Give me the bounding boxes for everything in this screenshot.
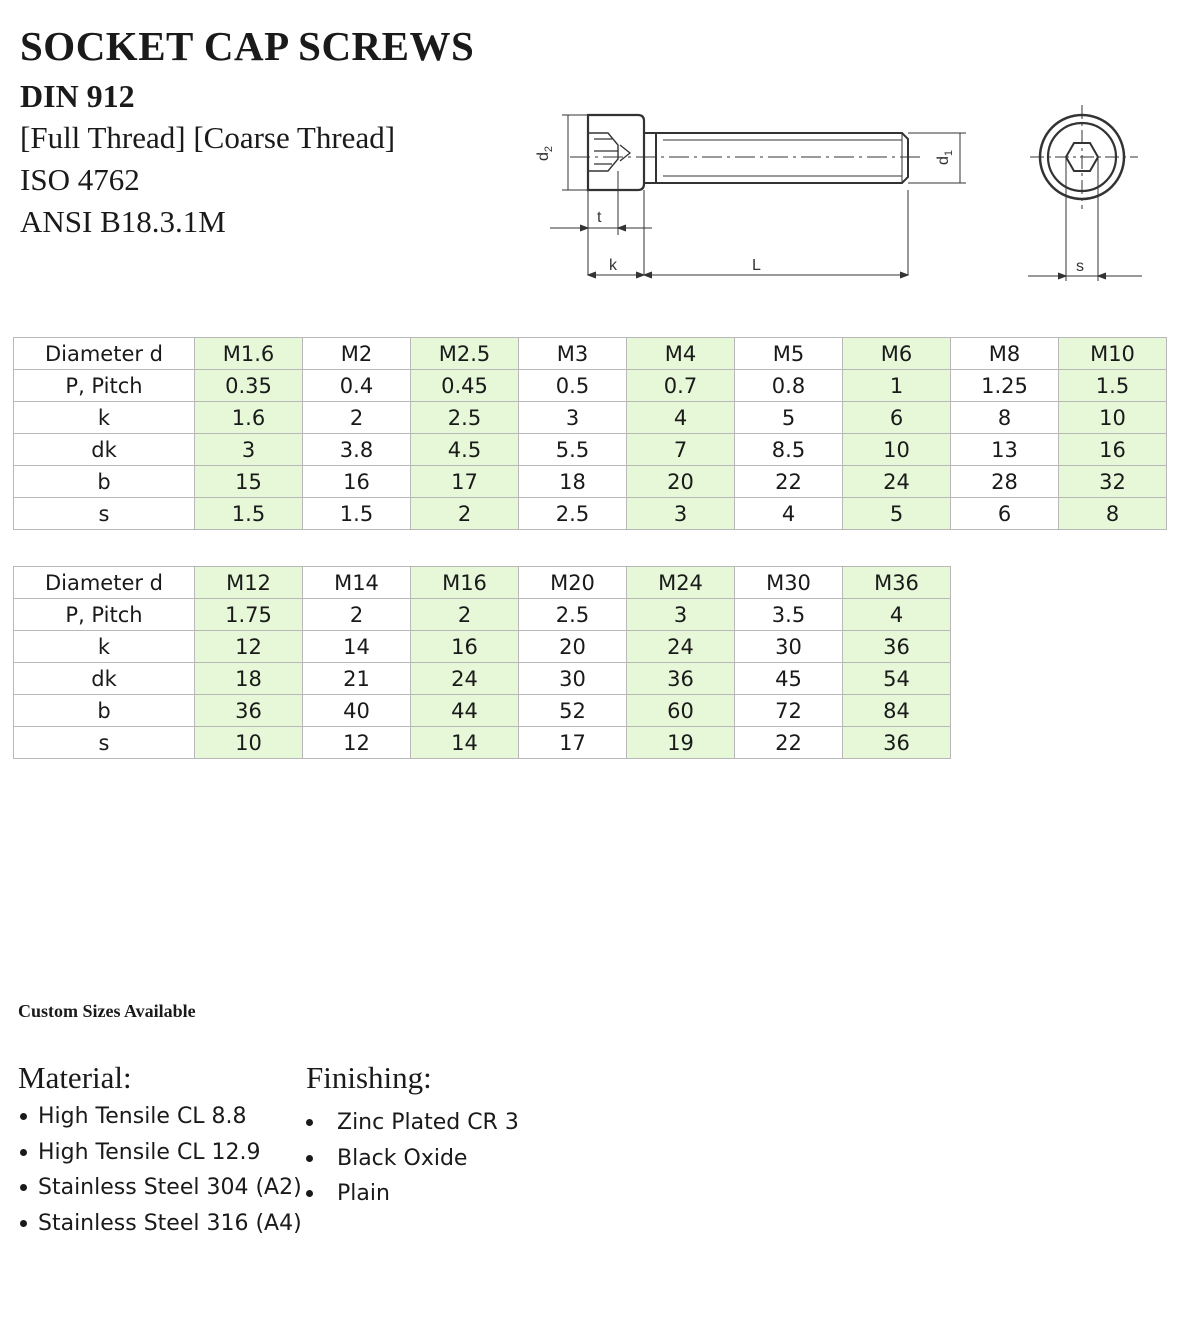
table-cell: 24 [411, 663, 519, 695]
thread-type: [Full Thread] [Coarse Thread] [20, 120, 396, 155]
table-cell: 8 [1059, 498, 1167, 530]
table-header-row [14, 338, 1167, 370]
size-header: M14 [303, 567, 411, 599]
table-row [14, 370, 1167, 402]
bullet-icon [20, 1113, 27, 1120]
row-label: b [14, 695, 195, 727]
table-cell: 5 [843, 498, 951, 530]
table-header-row [14, 567, 951, 599]
size-header: M30 [735, 567, 843, 599]
table-row [14, 727, 951, 759]
table-cell: 14 [411, 727, 519, 759]
label-d1: $d_1$ [935, 149, 955, 165]
table-cell: 1.5 [303, 498, 411, 530]
table-cell: 16 [411, 631, 519, 663]
table-row [14, 466, 1167, 498]
label-k: k [609, 257, 617, 274]
table-cell: 36 [843, 727, 951, 759]
table-cell: 21 [303, 663, 411, 695]
table-cell: 2.5 [411, 402, 519, 434]
size-header: M24 [627, 567, 735, 599]
table-row [14, 498, 1167, 530]
table-cell: 4 [843, 599, 951, 631]
table-cell: 3.8 [303, 434, 411, 466]
row-label: b [14, 466, 195, 498]
table-row [14, 599, 951, 631]
table-cell: 45 [735, 663, 843, 695]
table-cell: 24 [843, 466, 951, 498]
table-cell: 4 [735, 498, 843, 530]
dimension-labels [535, 146, 955, 274]
table-cell: 20 [519, 631, 627, 663]
table-cell: 44 [411, 695, 519, 727]
size-table-small [13, 337, 1167, 530]
table-cell: 0.35 [195, 370, 303, 402]
page-title: SOCKET CAP SCREWS [20, 23, 475, 69]
table-cell: 10 [1059, 402, 1167, 434]
table-cell: 16 [303, 466, 411, 498]
standard-ansi: ANSI B18.3.1M [20, 204, 226, 239]
row-label: Diameter d [14, 338, 195, 370]
table-cell: 2.5 [519, 498, 627, 530]
bullet-icon [306, 1119, 313, 1126]
table-cell: 36 [843, 631, 951, 663]
table-cell: 2 [303, 402, 411, 434]
table-cell: 60 [627, 695, 735, 727]
table-cell: 6 [951, 498, 1059, 530]
material-heading: Material: [18, 1060, 132, 1095]
table-row [14, 663, 951, 695]
dimension-lines [550, 115, 966, 278]
finishing-item: Plain [306, 1181, 519, 1217]
size-header: M3 [519, 338, 627, 370]
table-cell: 2 [303, 599, 411, 631]
material-list [20, 1104, 302, 1246]
size-header: M6 [843, 338, 951, 370]
row-label: P, Pitch [14, 370, 195, 402]
row-label: P, Pitch [14, 599, 195, 631]
material-item: Stainless Steel 304 (A2) [20, 1175, 302, 1211]
table-cell: 30 [735, 631, 843, 663]
size-header: M12 [195, 567, 303, 599]
table-cell: 54 [843, 663, 951, 695]
label-t: t [597, 209, 602, 226]
label-d2: $d_2$ [535, 145, 555, 161]
table-cell: 5.5 [519, 434, 627, 466]
table-cell: 3 [519, 402, 627, 434]
table-cell: 2 [411, 599, 519, 631]
row-label: dk [14, 434, 195, 466]
screw-technical-drawing [520, 95, 1160, 295]
size-table-large [13, 566, 951, 759]
size-header: M8 [951, 338, 1059, 370]
row-label: dk [14, 663, 195, 695]
table-cell: 40 [303, 695, 411, 727]
table-cell: 0.4 [303, 370, 411, 402]
table-cell: 15 [195, 466, 303, 498]
size-header: M5 [735, 338, 843, 370]
table-row [14, 402, 1167, 434]
table-cell: 12 [303, 727, 411, 759]
table-cell: 5 [735, 402, 843, 434]
standard-iso: ISO 4762 [20, 162, 140, 197]
label-s: s [1076, 258, 1084, 275]
table-cell: 14 [303, 631, 411, 663]
size-header: M36 [843, 567, 951, 599]
table-cell: 1.25 [951, 370, 1059, 402]
table-cell: 32 [1059, 466, 1167, 498]
size-header: M10 [1059, 338, 1167, 370]
bullet-icon [20, 1149, 27, 1156]
table-cell: 13 [951, 434, 1059, 466]
table-cell: 28 [951, 466, 1059, 498]
row-label: k [14, 631, 195, 663]
table-cell: 12 [195, 631, 303, 663]
row-label: s [14, 727, 195, 759]
table-cell: 10 [843, 434, 951, 466]
table-cell: 17 [519, 727, 627, 759]
table-cell: 0.5 [519, 370, 627, 402]
row-label: s [14, 498, 195, 530]
table-cell: 3 [627, 599, 735, 631]
table-cell: 3 [195, 434, 303, 466]
standard-din: DIN 912 [20, 78, 135, 114]
table-cell: 8.5 [735, 434, 843, 466]
table-cell: 52 [519, 695, 627, 727]
table-cell: 6 [843, 402, 951, 434]
screw-side-view [570, 115, 924, 190]
table-cell: 3.5 [735, 599, 843, 631]
table-cell: 72 [735, 695, 843, 727]
table-cell: 4 [627, 402, 735, 434]
bullet-icon [20, 1184, 27, 1191]
table-cell: 0.7 [627, 370, 735, 402]
table-cell: 8 [951, 402, 1059, 434]
size-header: M2.5 [411, 338, 519, 370]
table-row [14, 695, 951, 727]
size-header: M20 [519, 567, 627, 599]
bullet-icon [20, 1220, 27, 1227]
table-cell: 16 [1059, 434, 1167, 466]
table-cell: 1.6 [195, 402, 303, 434]
table-cell: 0.8 [735, 370, 843, 402]
material-item: High Tensile CL 12.9 [20, 1140, 302, 1176]
table-cell: 30 [519, 663, 627, 695]
custom-sizes-note: Custom Sizes Available [18, 1001, 196, 1021]
table-cell: 36 [195, 695, 303, 727]
table-cell: 3 [627, 498, 735, 530]
size-header: M1.6 [195, 338, 303, 370]
table-cell: 7 [627, 434, 735, 466]
size-header: M4 [627, 338, 735, 370]
table-cell: 22 [735, 466, 843, 498]
row-label: k [14, 402, 195, 434]
table-cell: 1.75 [195, 599, 303, 631]
size-header: M16 [411, 567, 519, 599]
table-cell: 2.5 [519, 599, 627, 631]
table-cell: 18 [195, 663, 303, 695]
table-row [14, 434, 1167, 466]
screw-end-view [1028, 105, 1142, 281]
finishing-heading: Finishing: [306, 1060, 432, 1095]
table-row [14, 631, 951, 663]
material-item: High Tensile CL 8.8 [20, 1104, 302, 1140]
table-cell: 18 [519, 466, 627, 498]
table-cell: 19 [627, 727, 735, 759]
bullet-icon [306, 1190, 313, 1197]
material-item: Stainless Steel 316 (A4) [20, 1211, 302, 1247]
size-header: M2 [303, 338, 411, 370]
table-cell: 22 [735, 727, 843, 759]
label-L: L [752, 257, 761, 274]
table-cell: 1 [843, 370, 951, 402]
table-cell: 84 [843, 695, 951, 727]
table-cell: 36 [627, 663, 735, 695]
table-cell: 2 [411, 498, 519, 530]
table-cell: 10 [195, 727, 303, 759]
finishing-item: Black Oxide [306, 1146, 519, 1182]
row-label: Diameter d [14, 567, 195, 599]
finishing-item: Zinc Plated CR 3 [306, 1110, 519, 1146]
table-cell: 17 [411, 466, 519, 498]
table-cell: 4.5 [411, 434, 519, 466]
bullet-icon [306, 1155, 313, 1162]
table-cell: 20 [627, 466, 735, 498]
table-cell: 1.5 [195, 498, 303, 530]
finishing-list [306, 1110, 519, 1217]
table-cell: 0.45 [411, 370, 519, 402]
table-cell: 24 [627, 631, 735, 663]
table-cell: 1.5 [1059, 370, 1167, 402]
